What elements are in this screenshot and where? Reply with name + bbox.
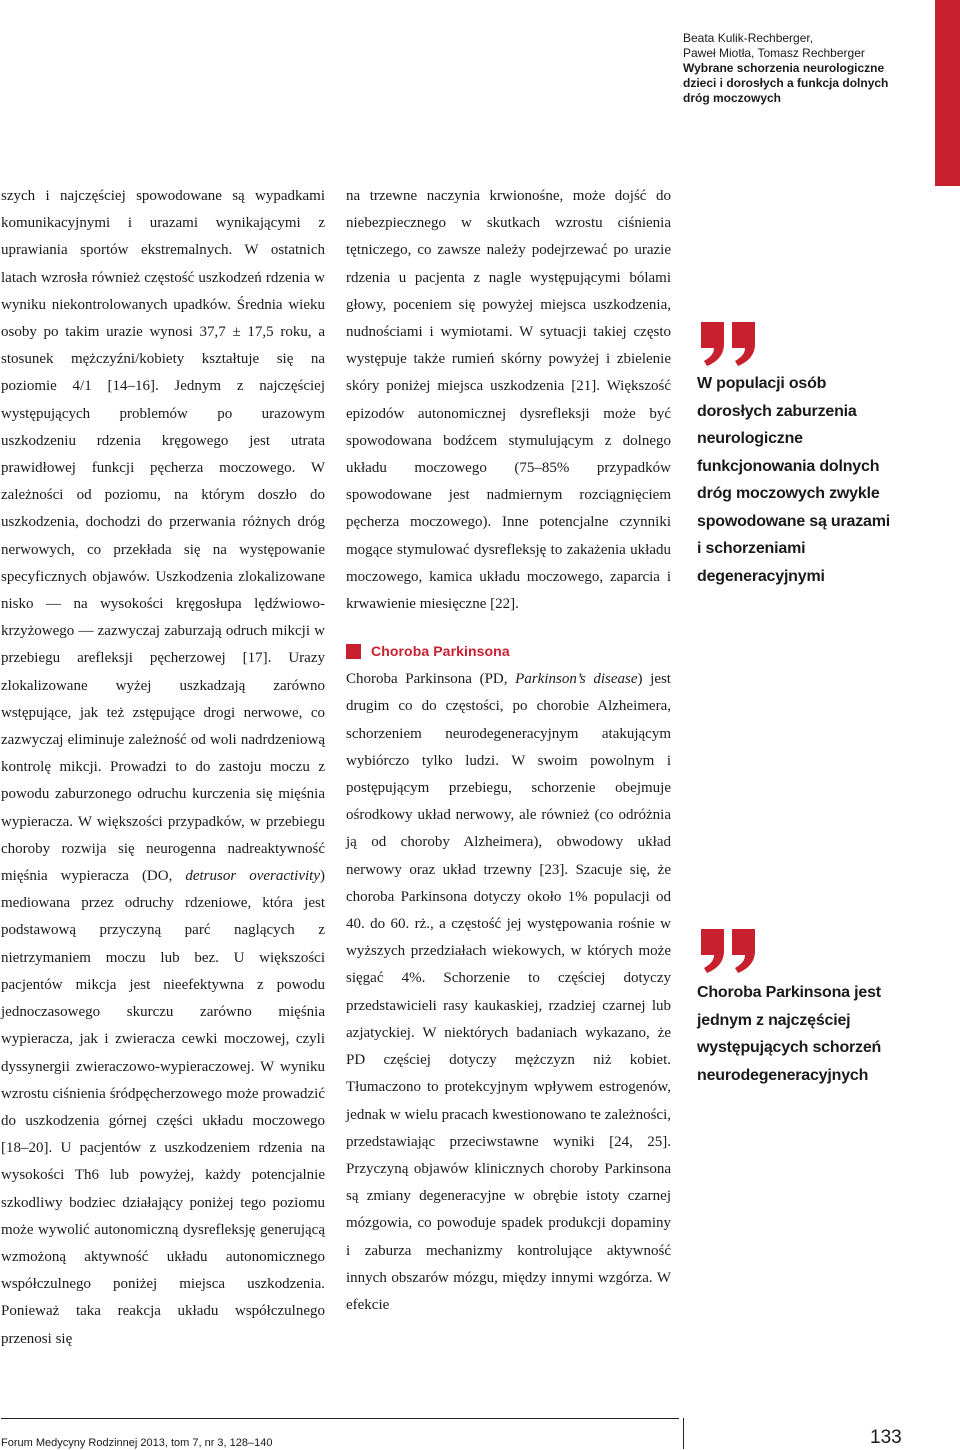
middle-text-b2: ) jest drugim co do częstości, po chorobie Alzheimera, schorzeniem neurodegeneracyjnym atakującym wybiórczo tylko ludzi. W swoim powolnym i postępującym przebiegu, schorzenie obejmuje ośrodkowy układ nerwowy, ale również (co odróżnia ją od choroby Alzheimera), obwodowy układ nerwowy oraz układ trzewny [23]. Szacuje się, że choroba Parkinsona dotyczy około 1% populacji od 40. do 60. rż., a częstość jej występowania rośnie w wyższych przedziałach wiekowych, w których może sięgać 4%. Schorzenie to częściej dotyczy przedstawicieli rasy kaukaskiej, rzadziej czarnej lub azjatyckiej. W niektórych badaniach wykazano, że PD częściej dotyczy mężczyzn niż kobiet. Tłumaczono to protekcyjnym wpływem estrogenów, jednak w wielu pracach kwestionowano te zależności, przedstawiając przeciwstawne wyniki [24, 25]. Przyczyną objawów klinicznych choroby Parkinsona są zmiany degeneracyjne w obrębie istoty czarnej mózgowia, co powoduje spadek produkcji dopaminy i zaburza mechanizmy kontrolujące aktywność innych obszarów mózgu, między innymi wzgórza. W efekcie — [346, 671, 671, 1313]
header-authors-line1: Beata Kulik-Rechberger, — [683, 31, 814, 45]
page-number: 133 — [870, 1427, 902, 1448]
pullquote-1: W populacji osób dorosłych zaburzenia neurologiczne funkcjonowania dolnych dróg moczowych zwykle spowodowane są urazami i schorzeniami degeneracyjnymi — [697, 375, 890, 585]
header-authors-line2: Paweł Miotła, Tomasz Rechberger — [683, 46, 865, 60]
section-square-icon — [346, 644, 361, 659]
header-title-line3: dróg moczowych — [683, 91, 782, 105]
header-title-line2: dzieci i dorosłych a funkcja dolnych — [683, 76, 889, 90]
section-heading — [346, 638, 671, 665]
footer-divider-vertical — [683, 1418, 684, 1449]
left-text-a: szych i najczęściej spowodowane są wypadkami komunikacyjnymi i urazami wynikającymi z uprawiania sportów ekstremalnych. W ostatnich latach wzrosła również częstość uszkodzeń rdzenia w wyniku niekontrolowanych upadków. Średnia wieku osoby po takim urazie wynosi 37,7 ± 17,5 roku, a stosunek mężczyźni/kobiety kształtuje się na poziomie 4/1 [14–16]. Jednym z najczęściej występujących problemów po urazowym uszkodzeniu rdzenia kręgowego jest utrata prawidłowej funkcji pęcherza moczowego. W zależności od poziomu, na którym doszło do uszkodzenia, dochodzi do przerwania różnych dróg nerwowych, co przekłada się na występowanie specyficznych objawów. Uszkodzenia zlokalizowane nisko — na wysokości kręgosłupa lędźwiowo-krzyżowego — zazwyczaj zaburzają odruch mikcji w przebiegu arefleksji pęcherzowej [17]. Urazy zlokalizowane wyżej uszkadzają zarówno wstępujące, jak też zstępujące drogi nerwowe, co zazwyczaj eliminuje zależność od woli nadrdzeniową kontrolę mikcji. Prowadzi to do zastoju moczu z powodu zaburzonego odruchu kurczenia się mięśnia wypieracza. W większości przypadków, w przebiegu choroby rozwija się neurogenna nadreaktywność mięśnia wypieracza (DO, — [1, 188, 325, 885]
left-text-b: ) mediowana przez odruchy rdzeniowe, która jest podstawową przyczyną parć naglących z nietrzymaniem moczu lub bez. U większości pacjentów mikcja jest nieefektywna z powodu jednoczasowego skurczu zarówno mięśnia wypieracza, jak i zwieracza cewki moczowej, czyli dyssynergii zwieraczowo-wypieraczowej. W wyniku wzrostu ciśnienia śródpęcherzowego może prowadzić do uszkodzenia górnej części układu moczowego [18–20]. U pacjentów z uszkodzeniem rdzenia na wysokości Th6 lub powyżej, każdy potencjalnie szkodliwy bodziec działający poniżej tego poziomu może wywolić autonomiczną dysrefleksję generującą wzmożoną aktywność układu autonomicznego współczulnego poniżej miejsca uszkodzenia. Ponieważ taka reakcja układu współczulnego przenosi się — [1, 868, 325, 1347]
middle-text-b1: Choroba Parkinsona (PD, — [346, 671, 516, 688]
left-text-column — [1, 183, 325, 1353]
header-title-line1: Wybrane schorzenia neurologiczne — [683, 61, 885, 75]
quote-mark-icon — [697, 929, 761, 973]
middle-paragraph-b — [346, 666, 671, 1319]
middle-text-column — [346, 183, 671, 1319]
running-header — [683, 31, 893, 106]
left-text-italic: detrusor overactivity — [185, 868, 320, 885]
footer-divider — [1, 1418, 679, 1419]
quote-mark-icon — [697, 322, 761, 366]
footer-journal-citation: Forum Medycyny Rodzinnej 2013, tom 7, nr 3, 128–140 — [1, 1437, 273, 1449]
page-edge-red-bar — [935, 0, 960, 186]
section-heading-text: Choroba Parkinsona — [371, 643, 510, 660]
left-paragraph — [1, 183, 325, 1353]
middle-paragraph-a: na trzewne naczynia krwionośne, może dojść do niebezpiecznego w skutkach wzrostu ciśnienia tętniczego, co zawsze należy podejrzewać po urazie rdzenia u pacjenta z nagle występującymi bólami głowy, poceniem się powyżej miejsca uszkodzenia, nudnościami i wymiotami. W sytuacji takiej często występuje także rumień skórny powyżej i zbielenie skóry poniżej miejsca uszkodzenia [21]. Większość epizodów autonomicznej dysrefleksji może być spowodowana bodźcem stymulującym z dolnego układu moczowego (75–85% przypadków spowodowane jest nadmiernym rozciągnięciem pęcherza moczowego). Inne potencjalne czynniki mogące stymulować dysrefleksję to zakażenia układu moczowego, kamica układu moczowego, zaparcia i krwawienie miesięczne [22]. — [346, 188, 671, 613]
pullquote-2: Choroba Parkinsona jest jednym z najczęściej występujących schorzeń neurodegeneracyjnych — [697, 984, 882, 1084]
middle-text-b-italic: Parkinson’s disease — [515, 671, 638, 688]
